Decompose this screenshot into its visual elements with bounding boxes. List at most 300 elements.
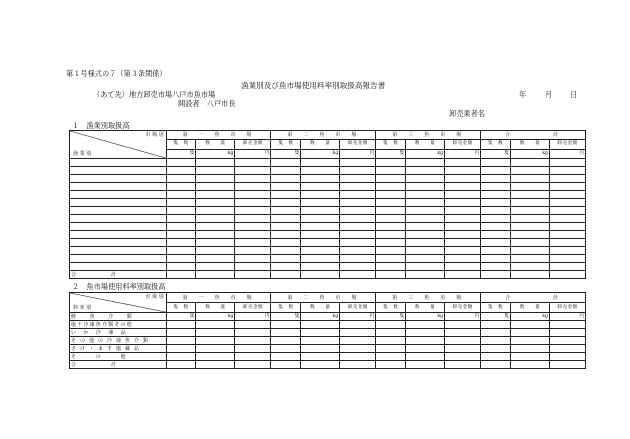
data-cell bbox=[510, 223, 549, 231]
section2-total-row bbox=[70, 361, 586, 369]
data-cell bbox=[549, 337, 585, 345]
data-cell bbox=[445, 361, 481, 369]
data-cell bbox=[196, 215, 235, 223]
table-row bbox=[70, 183, 586, 191]
section1-unit: 隻 bbox=[166, 149, 196, 158]
section2-subheader: 隻 数 bbox=[376, 303, 406, 313]
data-cell bbox=[376, 255, 406, 263]
data-cell bbox=[166, 353, 196, 361]
data-cell bbox=[301, 183, 340, 191]
data-cell bbox=[166, 231, 196, 239]
data-cell bbox=[445, 191, 481, 199]
section2-subheader: 卸売金額 bbox=[445, 303, 481, 313]
data-cell bbox=[301, 231, 340, 239]
table-row bbox=[70, 313, 586, 321]
data-cell bbox=[196, 353, 235, 361]
section1-total-label: 合 計 bbox=[70, 271, 167, 279]
section2-row-label: 鮮 魚 介 類 bbox=[70, 313, 167, 321]
section1-unit: 円 bbox=[549, 149, 585, 158]
data-cell bbox=[196, 199, 235, 207]
data-cell bbox=[376, 215, 406, 223]
data-cell bbox=[376, 321, 406, 329]
data-cell bbox=[301, 329, 340, 337]
table-row bbox=[70, 223, 586, 231]
section1-corner bbox=[70, 131, 167, 159]
data-cell bbox=[481, 215, 511, 223]
row-label-cell bbox=[70, 263, 167, 271]
data-cell bbox=[481, 159, 511, 167]
data-cell bbox=[445, 263, 481, 271]
data-cell bbox=[166, 167, 196, 175]
data-cell bbox=[376, 263, 406, 271]
section2-unit: kg bbox=[510, 313, 549, 321]
data-cell bbox=[301, 337, 340, 345]
data-cell bbox=[196, 167, 235, 175]
section2-subheader: 卸売金額 bbox=[235, 303, 271, 313]
table-row bbox=[70, 263, 586, 271]
data-cell bbox=[271, 191, 301, 199]
data-cell bbox=[235, 191, 271, 199]
data-cell bbox=[445, 271, 481, 279]
section2-unit: 円 bbox=[549, 313, 585, 321]
data-cell bbox=[301, 255, 340, 263]
section1-market-2: 第 二 魚 市 場 bbox=[271, 131, 376, 140]
row-label-cell bbox=[70, 247, 167, 255]
row-label-cell bbox=[70, 167, 167, 175]
data-cell bbox=[445, 321, 481, 329]
data-cell bbox=[406, 191, 445, 199]
section1-market-1: 第 一 魚 市 場 bbox=[166, 131, 271, 140]
data-cell bbox=[510, 207, 549, 215]
section2-table bbox=[69, 292, 586, 369]
data-cell bbox=[445, 159, 481, 167]
table-row bbox=[70, 329, 586, 337]
data-cell bbox=[301, 271, 340, 279]
section2-corner-top: 市 場 別 bbox=[145, 294, 164, 300]
data-cell bbox=[406, 271, 445, 279]
data-cell bbox=[481, 337, 511, 345]
data-cell bbox=[235, 215, 271, 223]
row-label-cell bbox=[70, 239, 167, 247]
data-cell bbox=[235, 345, 271, 353]
data-cell bbox=[445, 199, 481, 207]
section1-subheader: 数 量 bbox=[301, 140, 340, 149]
data-cell bbox=[235, 361, 271, 369]
section1-unit: 円 bbox=[235, 149, 271, 158]
data-cell bbox=[235, 207, 271, 215]
data-cell bbox=[481, 183, 511, 191]
row-label-cell bbox=[70, 159, 167, 167]
data-cell bbox=[340, 239, 376, 247]
section1-subheader: 卸売金額 bbox=[549, 140, 585, 149]
data-cell bbox=[376, 175, 406, 183]
data-cell bbox=[481, 167, 511, 175]
section2-subheader: 隻 数 bbox=[481, 303, 511, 313]
section1-subheader: 隻 数 bbox=[166, 140, 196, 149]
data-cell bbox=[510, 255, 549, 263]
section1-subheader: 数 量 bbox=[406, 140, 445, 149]
data-cell bbox=[166, 239, 196, 247]
data-cell bbox=[376, 361, 406, 369]
section2-unit: kg bbox=[196, 313, 235, 321]
section2-row-label: そ の 他 の 冷 凍 魚 介 類 bbox=[70, 337, 167, 345]
data-cell bbox=[510, 215, 549, 223]
data-cell bbox=[235, 263, 271, 271]
section1-subheader: 隻 数 bbox=[481, 140, 511, 149]
data-cell bbox=[510, 247, 549, 255]
data-cell bbox=[445, 329, 481, 337]
data-cell bbox=[340, 215, 376, 223]
row-label-cell bbox=[70, 223, 167, 231]
data-cell bbox=[196, 247, 235, 255]
data-cell bbox=[406, 239, 445, 247]
data-cell bbox=[406, 215, 445, 223]
data-cell bbox=[166, 159, 196, 167]
data-cell bbox=[301, 199, 340, 207]
section1-subheader: 卸売金額 bbox=[235, 140, 271, 149]
section1-unit: 隻 bbox=[481, 149, 511, 158]
section1-unit: kg bbox=[301, 149, 340, 158]
data-cell bbox=[445, 167, 481, 175]
data-cell bbox=[235, 255, 271, 263]
section2-subheader: 数 量 bbox=[301, 303, 340, 313]
data-cell bbox=[549, 271, 585, 279]
table-row bbox=[70, 175, 586, 183]
data-cell bbox=[301, 167, 340, 175]
data-cell bbox=[406, 361, 445, 369]
data-cell bbox=[271, 159, 301, 167]
data-cell bbox=[340, 231, 376, 239]
data-cell bbox=[549, 183, 585, 191]
section2-corner-bottom: 料 率 別 bbox=[73, 305, 92, 311]
data-cell bbox=[271, 361, 301, 369]
data-cell bbox=[406, 247, 445, 255]
data-cell bbox=[235, 231, 271, 239]
data-cell bbox=[340, 223, 376, 231]
data-cell bbox=[481, 175, 511, 183]
data-cell bbox=[406, 183, 445, 191]
data-cell bbox=[406, 329, 445, 337]
data-cell bbox=[166, 255, 196, 263]
data-cell bbox=[166, 207, 196, 215]
section1-subheader: 隻 数 bbox=[376, 140, 406, 149]
data-cell bbox=[406, 337, 445, 345]
data-cell bbox=[196, 271, 235, 279]
data-cell bbox=[481, 271, 511, 279]
data-cell bbox=[301, 223, 340, 231]
data-cell bbox=[340, 191, 376, 199]
table-row bbox=[70, 207, 586, 215]
data-cell bbox=[301, 215, 340, 223]
data-cell bbox=[406, 321, 445, 329]
data-cell bbox=[510, 337, 549, 345]
section1-unit: kg bbox=[510, 149, 549, 158]
data-cell bbox=[510, 239, 549, 247]
data-cell bbox=[301, 263, 340, 271]
data-cell bbox=[196, 175, 235, 183]
section2-unit: 円 bbox=[235, 313, 271, 321]
section2-subheader: 卸売金額 bbox=[340, 303, 376, 313]
data-cell bbox=[235, 353, 271, 361]
data-cell bbox=[445, 353, 481, 361]
data-cell bbox=[510, 175, 549, 183]
data-cell bbox=[510, 199, 549, 207]
data-cell bbox=[166, 321, 196, 329]
data-cell bbox=[510, 353, 549, 361]
section2-subheader: 数 量 bbox=[196, 303, 235, 313]
data-cell bbox=[549, 167, 585, 175]
table-row bbox=[70, 215, 586, 223]
data-cell bbox=[510, 231, 549, 239]
section2-market-2: 第 二 魚 市 場 bbox=[271, 293, 376, 303]
data-cell bbox=[376, 159, 406, 167]
data-cell bbox=[549, 329, 585, 337]
data-cell bbox=[481, 199, 511, 207]
date-month: 月 bbox=[545, 90, 553, 99]
data-cell bbox=[196, 231, 235, 239]
data-cell bbox=[481, 231, 511, 239]
row-label-cell bbox=[70, 183, 167, 191]
data-cell bbox=[235, 159, 271, 167]
data-cell bbox=[340, 361, 376, 369]
section2-market-total: 合 計 bbox=[481, 293, 586, 303]
table-row bbox=[70, 345, 586, 353]
data-cell bbox=[510, 271, 549, 279]
data-cell bbox=[445, 207, 481, 215]
data-cell bbox=[376, 239, 406, 247]
data-cell bbox=[481, 345, 511, 353]
data-cell bbox=[549, 199, 585, 207]
data-cell bbox=[166, 345, 196, 353]
section2-unit: 円 bbox=[445, 313, 481, 321]
data-cell bbox=[235, 175, 271, 183]
section2-row-label: さ け ・ ま す 塩 蔵 品 bbox=[70, 345, 167, 353]
section2-row-label: そ の 他 bbox=[70, 353, 167, 361]
section2-row-label: い か 冷 凍 品 bbox=[70, 329, 167, 337]
data-cell bbox=[445, 223, 481, 231]
section2-corner bbox=[70, 293, 167, 313]
data-cell bbox=[271, 337, 301, 345]
data-cell bbox=[166, 199, 196, 207]
section2-subheader: 数 量 bbox=[406, 303, 445, 313]
data-cell bbox=[271, 183, 301, 191]
data-cell bbox=[406, 353, 445, 361]
data-cell bbox=[301, 321, 340, 329]
data-cell bbox=[301, 207, 340, 215]
row-label-cell bbox=[70, 255, 167, 263]
data-cell bbox=[376, 353, 406, 361]
data-cell bbox=[271, 247, 301, 255]
data-cell bbox=[271, 353, 301, 361]
table-row bbox=[70, 199, 586, 207]
data-cell bbox=[340, 183, 376, 191]
data-cell bbox=[340, 329, 376, 337]
data-cell bbox=[235, 329, 271, 337]
data-cell bbox=[301, 345, 340, 353]
table-row bbox=[70, 231, 586, 239]
data-cell bbox=[481, 329, 511, 337]
data-cell bbox=[196, 321, 235, 329]
row-label-cell bbox=[70, 191, 167, 199]
data-cell bbox=[406, 199, 445, 207]
data-cell bbox=[196, 159, 235, 167]
data-cell bbox=[445, 247, 481, 255]
data-cell bbox=[196, 223, 235, 231]
data-cell bbox=[510, 329, 549, 337]
data-cell bbox=[340, 271, 376, 279]
section1-total-row bbox=[70, 271, 586, 279]
data-cell bbox=[549, 191, 585, 199]
data-cell bbox=[301, 159, 340, 167]
data-cell bbox=[549, 207, 585, 215]
section2-unit: 隻 bbox=[166, 313, 196, 321]
data-cell bbox=[406, 345, 445, 353]
data-cell bbox=[481, 255, 511, 263]
table-row bbox=[70, 239, 586, 247]
data-cell bbox=[549, 353, 585, 361]
data-cell bbox=[166, 271, 196, 279]
addressee: （あて先）地方卸売市場八戸市魚市場 bbox=[93, 90, 216, 99]
data-cell bbox=[376, 191, 406, 199]
data-cell bbox=[445, 215, 481, 223]
data-cell bbox=[340, 167, 376, 175]
data-cell bbox=[510, 345, 549, 353]
data-cell bbox=[481, 353, 511, 361]
data-cell bbox=[271, 231, 301, 239]
data-cell bbox=[196, 239, 235, 247]
data-cell bbox=[235, 183, 271, 191]
data-cell bbox=[196, 207, 235, 215]
data-cell bbox=[301, 353, 340, 361]
data-cell bbox=[481, 191, 511, 199]
data-cell bbox=[510, 183, 549, 191]
section1-corner-bottom: 漁 業 別 bbox=[73, 151, 92, 157]
data-cell bbox=[481, 207, 511, 215]
data-cell bbox=[196, 191, 235, 199]
data-cell bbox=[549, 255, 585, 263]
data-cell bbox=[196, 361, 235, 369]
data-cell bbox=[510, 191, 549, 199]
data-cell bbox=[445, 231, 481, 239]
section1-subheader: 隻 数 bbox=[271, 140, 301, 149]
data-cell bbox=[406, 255, 445, 263]
section1-unit: kg bbox=[406, 149, 445, 158]
data-cell bbox=[510, 361, 549, 369]
data-cell bbox=[340, 255, 376, 263]
table-row bbox=[70, 337, 586, 345]
section2-market-3: 第 三 魚 市 場 bbox=[376, 293, 481, 303]
data-cell bbox=[376, 345, 406, 353]
section2-total-label: 合 計 bbox=[70, 361, 167, 369]
section1-unit: 隻 bbox=[271, 149, 301, 158]
page-title: 漁業別及び魚市場使用料率別取扱高報告書 bbox=[241, 81, 386, 90]
section1-market-3: 第 三 魚 市 場 bbox=[376, 131, 481, 140]
data-cell bbox=[445, 175, 481, 183]
data-cell bbox=[235, 337, 271, 345]
data-cell bbox=[271, 199, 301, 207]
data-cell bbox=[340, 175, 376, 183]
data-cell bbox=[340, 199, 376, 207]
section1-subheader: 卸売金額 bbox=[445, 140, 481, 149]
data-cell bbox=[549, 321, 585, 329]
data-cell bbox=[376, 207, 406, 215]
data-cell bbox=[376, 247, 406, 255]
data-cell bbox=[166, 247, 196, 255]
data-cell bbox=[271, 263, 301, 271]
section2-unit: 円 bbox=[340, 313, 376, 321]
section2-subheader: 隻 数 bbox=[271, 303, 301, 313]
form-number: 第１号様式の７（第３条関係） bbox=[66, 69, 167, 78]
data-cell bbox=[481, 239, 511, 247]
data-cell bbox=[445, 255, 481, 263]
data-cell bbox=[481, 361, 511, 369]
data-cell bbox=[196, 183, 235, 191]
date-day: 日 bbox=[570, 90, 578, 99]
section1-table bbox=[69, 130, 586, 279]
data-cell bbox=[340, 345, 376, 353]
row-label-cell bbox=[70, 231, 167, 239]
table-row bbox=[70, 255, 586, 263]
data-cell bbox=[235, 199, 271, 207]
section1-heading: １ 漁業別取扱高 bbox=[72, 121, 130, 130]
section2-subheader: 隻 数 bbox=[166, 303, 196, 313]
table-row bbox=[70, 159, 586, 167]
data-cell bbox=[445, 337, 481, 345]
data-cell bbox=[271, 329, 301, 337]
data-cell bbox=[481, 247, 511, 255]
section1-subheader: 数 量 bbox=[510, 140, 549, 149]
section2-unit: 隻 bbox=[376, 313, 406, 321]
data-cell bbox=[376, 231, 406, 239]
data-cell bbox=[271, 223, 301, 231]
row-label-cell bbox=[70, 207, 167, 215]
data-cell bbox=[481, 223, 511, 231]
section2-subheader: 数 量 bbox=[510, 303, 549, 313]
data-cell bbox=[196, 345, 235, 353]
data-cell bbox=[196, 263, 235, 271]
section1-unit: 円 bbox=[340, 149, 376, 158]
data-cell bbox=[376, 167, 406, 175]
data-cell bbox=[301, 247, 340, 255]
data-cell bbox=[196, 255, 235, 263]
data-cell bbox=[481, 321, 511, 329]
data-cell bbox=[445, 345, 481, 353]
data-cell bbox=[406, 263, 445, 271]
data-cell bbox=[340, 353, 376, 361]
data-cell bbox=[271, 175, 301, 183]
data-cell bbox=[406, 231, 445, 239]
data-cell bbox=[549, 231, 585, 239]
section2-row-label: 塩干冷凍魚介類その他 bbox=[70, 321, 167, 329]
table-row bbox=[70, 167, 586, 175]
data-cell bbox=[235, 223, 271, 231]
data-cell bbox=[549, 159, 585, 167]
data-cell bbox=[340, 159, 376, 167]
data-cell bbox=[235, 321, 271, 329]
data-cell bbox=[406, 167, 445, 175]
section1-unit: kg bbox=[196, 149, 235, 158]
data-cell bbox=[196, 337, 235, 345]
data-cell bbox=[445, 183, 481, 191]
data-cell bbox=[549, 175, 585, 183]
data-cell bbox=[271, 239, 301, 247]
data-cell bbox=[376, 223, 406, 231]
section2-unit: kg bbox=[301, 313, 340, 321]
data-cell bbox=[271, 207, 301, 215]
data-cell bbox=[271, 215, 301, 223]
section2-subheader: 卸売金額 bbox=[549, 303, 585, 313]
data-cell bbox=[376, 329, 406, 337]
